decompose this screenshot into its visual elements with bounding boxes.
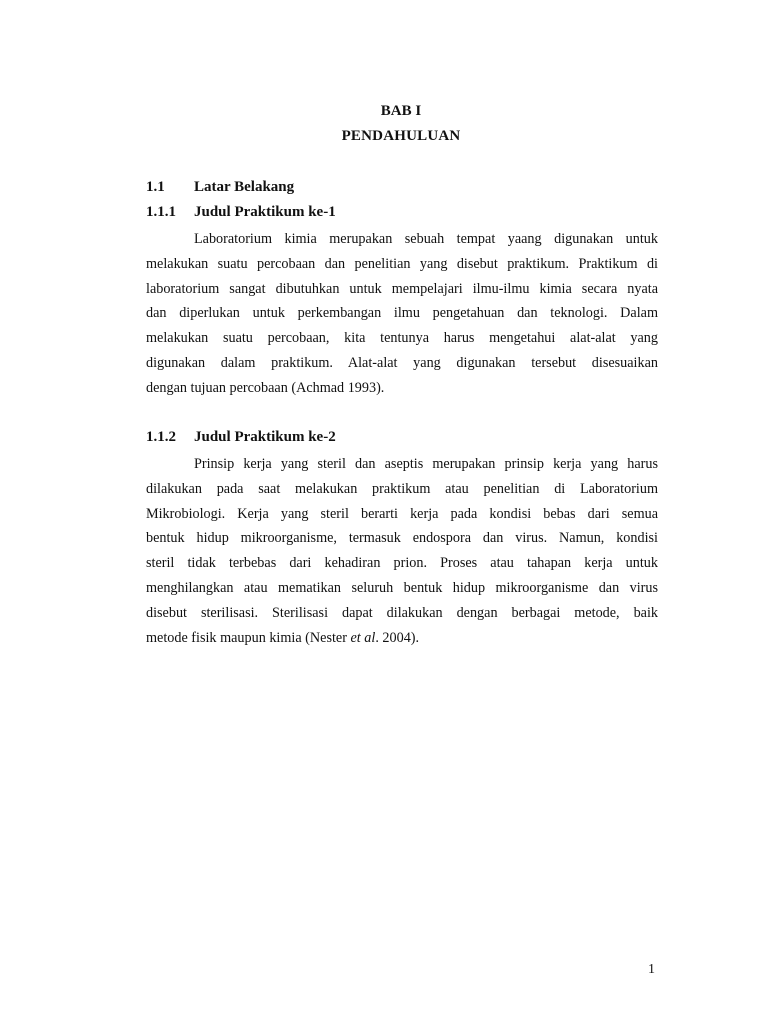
paragraph-praktikum-2 — [146, 452, 658, 650]
paragraph-line: melakukan suatu percobaan dan penelitian yang disebut praktikum. Praktikum di — [146, 255, 658, 272]
citation-year: . 2004). — [375, 629, 420, 646]
paragraph-line: dan diperlukan untuk perkembangan ilmu pengetahuan dan teknologi. Dalam — [146, 305, 658, 322]
paragraph-line: dengan tujuan percobaan (Achmad 1993). — [146, 379, 385, 396]
paragraph-line: Prinsip kerja yang steril dan aseptis merupakan prinsip kerja yang harus — [194, 456, 658, 472]
paragraph-line: disebut sterilisasi. Sterilisasi dapat dilakukan dengan berbagai metode, baik — [146, 604, 658, 621]
paragraph-line-last — [146, 626, 658, 651]
citation-text: metode fisik maupun kimia (Nester — [146, 629, 351, 646]
paragraph-line: melakukan suatu percobaan, kita tentunya harus mengetahui alat-alat yang — [146, 330, 658, 347]
section-heading-1-1-1 — [146, 204, 336, 221]
chapter-number: BAB I — [380, 103, 422, 119]
section-title: Latar Belakang — [194, 179, 295, 195]
paragraph-line: laboratorium sangat dibutuhkan untuk mempelajari ilmu-ilmu kimia secara nyata — [146, 280, 658, 297]
paragraph-line: Laboratorium kimia merupakan sebuah tempat yaang digunakan untuk — [194, 231, 658, 247]
paragraph-line: Mikrobiologi. Kerja yang steril berarti kerja pada kondisi bebas dari semua — [146, 505, 658, 522]
section-number: 1.1 — [146, 179, 165, 195]
section-title: Judul Praktikum ke-2 — [194, 429, 336, 445]
paragraph-line: steril tidak terbebas dari kehadiran prion. Proses atau tahapan kerja untuk — [146, 555, 658, 572]
page-number: 1 — [648, 962, 655, 977]
paragraph-line: digunakan dalam praktikum. Alat-alat yang digunakan tersebut disesuaikan — [146, 354, 658, 371]
chapter-title: PENDAHULUAN — [341, 128, 461, 144]
section-number: 1.1.1 — [146, 204, 176, 220]
section-heading-1-1-2 — [146, 429, 336, 446]
section-number: 1.1.2 — [146, 429, 176, 445]
paragraph-line: dilakukan pada saat melakukan praktikum atau penelitian di Laboratorium — [146, 480, 658, 497]
section-heading-1-1 — [146, 179, 294, 196]
paragraph-praktikum-1 — [146, 227, 658, 401]
paragraph-line: menghilangkan atau mematikan seluruh bentuk hidup mikroorganisme dan virus — [146, 579, 658, 596]
section-title: Judul Praktikum ke-1 — [194, 204, 336, 220]
citation-italic: et al — [350, 629, 376, 646]
paragraph-line: bentuk hidup mikroorganisme, termasuk endospora dan virus. Namun, kondisi — [146, 530, 658, 547]
